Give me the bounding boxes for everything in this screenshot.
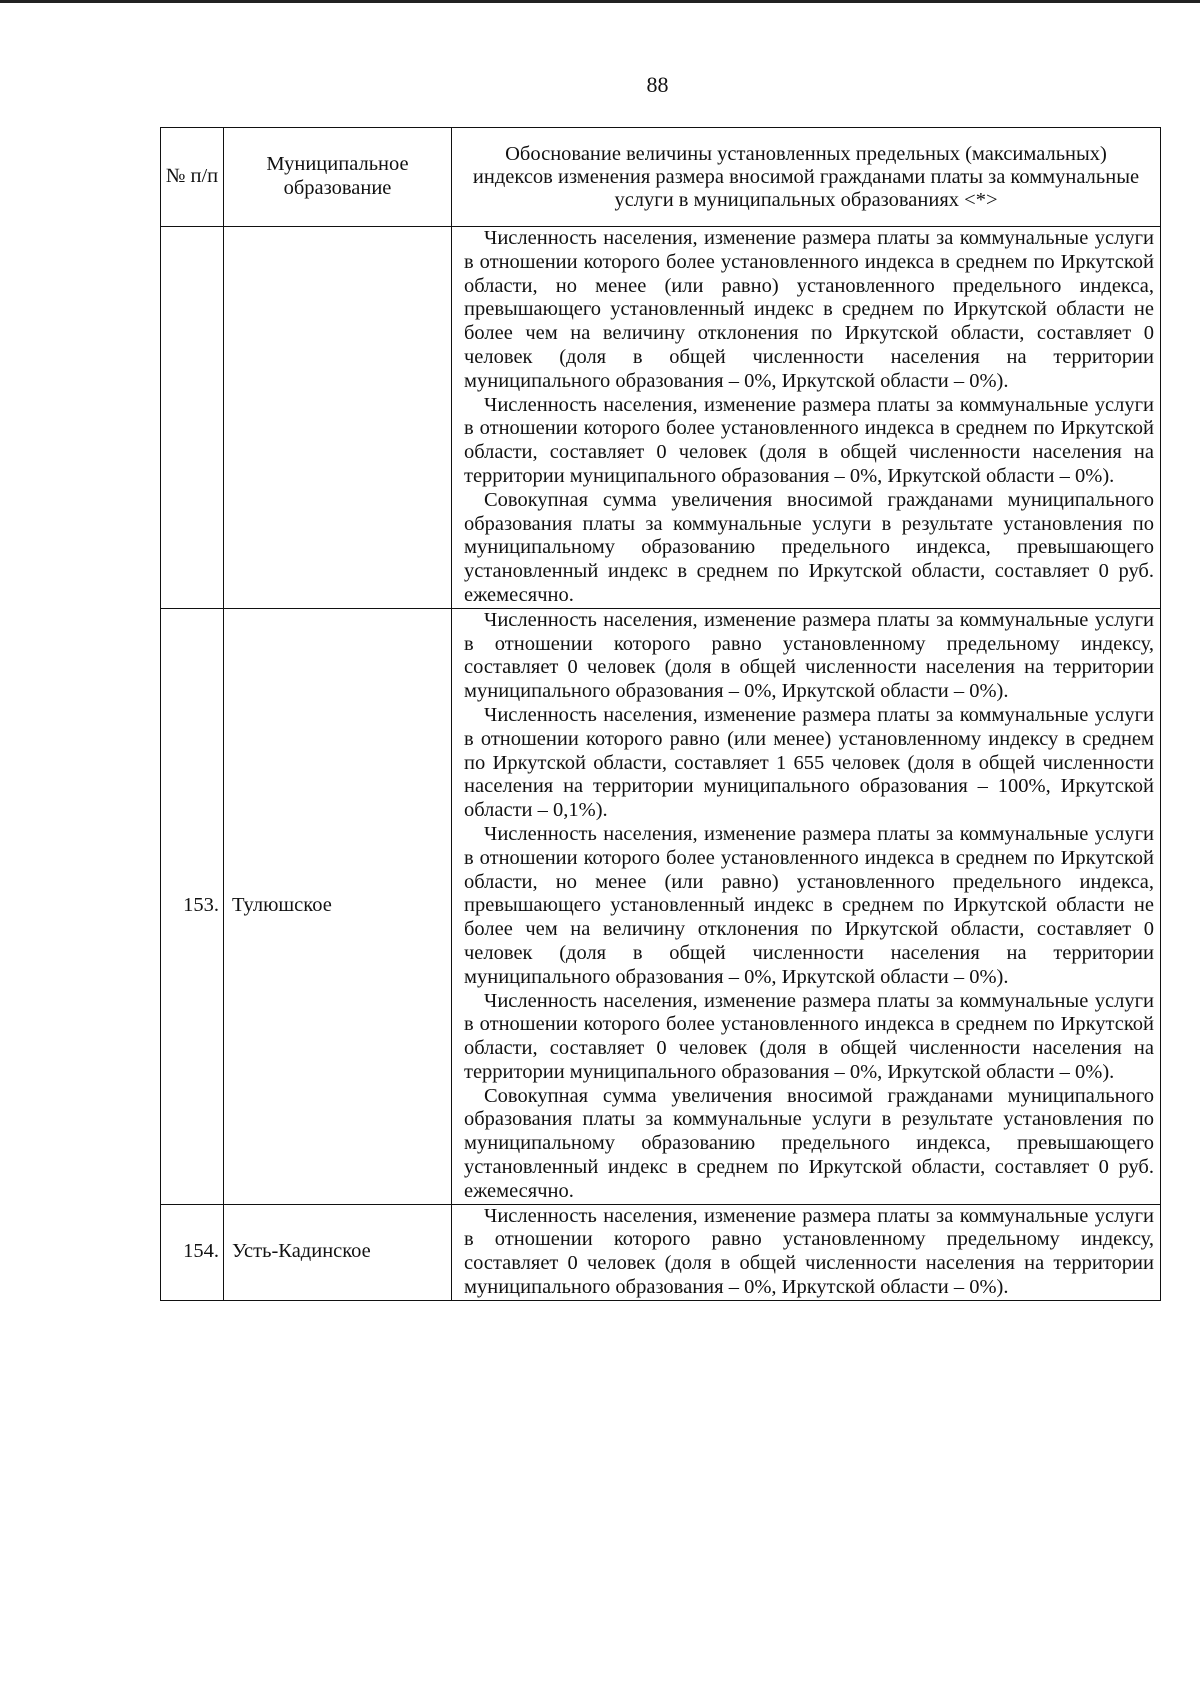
row-municipality: Усть-Кадинское (224, 1204, 452, 1300)
header-municipality: Муниципальное образование (224, 128, 452, 227)
tariff-index-table (160, 127, 1161, 1301)
row-municipality (224, 227, 452, 609)
basis-paragraph: Численность населения, изменение размера платы за коммунальные услуги в отношении которого более установленного индекса в среднем по Иркутской области, составляет 0 человек (доля в общей численности населения на территории муниципального образования – 0%, Иркутской области – 0%). (464, 393, 1154, 487)
header-num: № п/п (161, 128, 224, 227)
basis-paragraph: Численность населения, изменение размера платы за коммунальные услуги в отношении которого более установленного индекса в среднем по Иркутской области, составляет 0 человек (доля в общей численности населения на территории муниципального образования – 0%, Иркутской области – 0%). (464, 989, 1154, 1083)
basis-paragraph: Численность населения, изменение размера платы за коммунальные услуги в отношении которого равно установленному предельному индексу, составляет 0 человек (доля в общей численности населения на территории муниципального образования – 0%, Иркутской области – 0%). (464, 608, 1154, 703)
row-number (161, 227, 224, 609)
table-row (161, 227, 1161, 609)
basis-paragraph: Численность населения, изменение размера платы за коммунальные услуги в отношении которого равно установленному предельному индексу, составляет 0 человек (доля в общей численности населения на территории муниципального образования – 0%, Иркутской области – 0%). (464, 1204, 1154, 1299)
row-number: 154. (161, 1204, 224, 1300)
table-row (161, 608, 1161, 1204)
table-header-row (161, 128, 1161, 227)
table-row (161, 1204, 1161, 1300)
row-basis-text (452, 1204, 1161, 1300)
header-basis: Обоснование величины установленных предельных (максимальных) индексов изменения размера вносимой гражданами платы за коммунальные услуги в муниципальных образованиях <*> (452, 128, 1161, 227)
row-basis-text (452, 227, 1161, 609)
row-number: 153. (161, 608, 224, 1204)
row-basis-text (452, 608, 1161, 1204)
basis-paragraph: Совокупная сумма увеличения вносимой гражданами муниципального образования платы за коммунальные услуги в результате установления по муниципальному образованию предельного индекса, превышающего установленный индекс в среднем по Иркутской области, составляет 0 руб. ежемесячно. (464, 488, 1154, 606)
scan-top-edge (0, 0, 1200, 3)
basis-paragraph: Совокупная сумма увеличения вносимой гражданами муниципального образования платы за коммунальные услуги в результате установления по муниципальному образованию предельного индекса, превышающего установленный индекс в среднем по Иркутской области, составляет 0 руб. ежемесячно. (464, 1084, 1154, 1202)
page-number: 88 (646, 72, 669, 97)
basis-paragraph: Численность населения, изменение размера платы за коммунальные услуги в отношении которого более установленного индекса в среднем по Иркутской области, но менее (или равно) установленного предельного индекса, превышающего установленный индекс в среднем по Иркутской области не более чем на величину отклонения по Иркутской области, составляет 0 человек (доля в общей численности населения на территории муниципального образования – 0%, Иркутской области – 0%). (464, 822, 1154, 988)
row-municipality: Тулюшское (224, 608, 452, 1204)
basis-paragraph: Численность населения, изменение размера платы за коммунальные услуги в отношении которого более установленного индекса в среднем по Иркутской области, но менее (или равно) установленного предельного индекса, превышающего установленный индекс в среднем по Иркутской области не более чем на величину отклонения по Иркутской области, составляет 0 человек (доля в общей численности населения на территории муниципального образования – 0%, Иркутской области – 0%). (464, 227, 1154, 392)
basis-paragraph: Численность населения, изменение размера платы за коммунальные услуги в отношении которого равно (или менее) установленному индексу в среднем по Иркутской области, составляет 1 655 человек (доля в общей численности населения на территории муниципального образования – 100%, Иркутской области – 0,1%). (464, 703, 1154, 822)
